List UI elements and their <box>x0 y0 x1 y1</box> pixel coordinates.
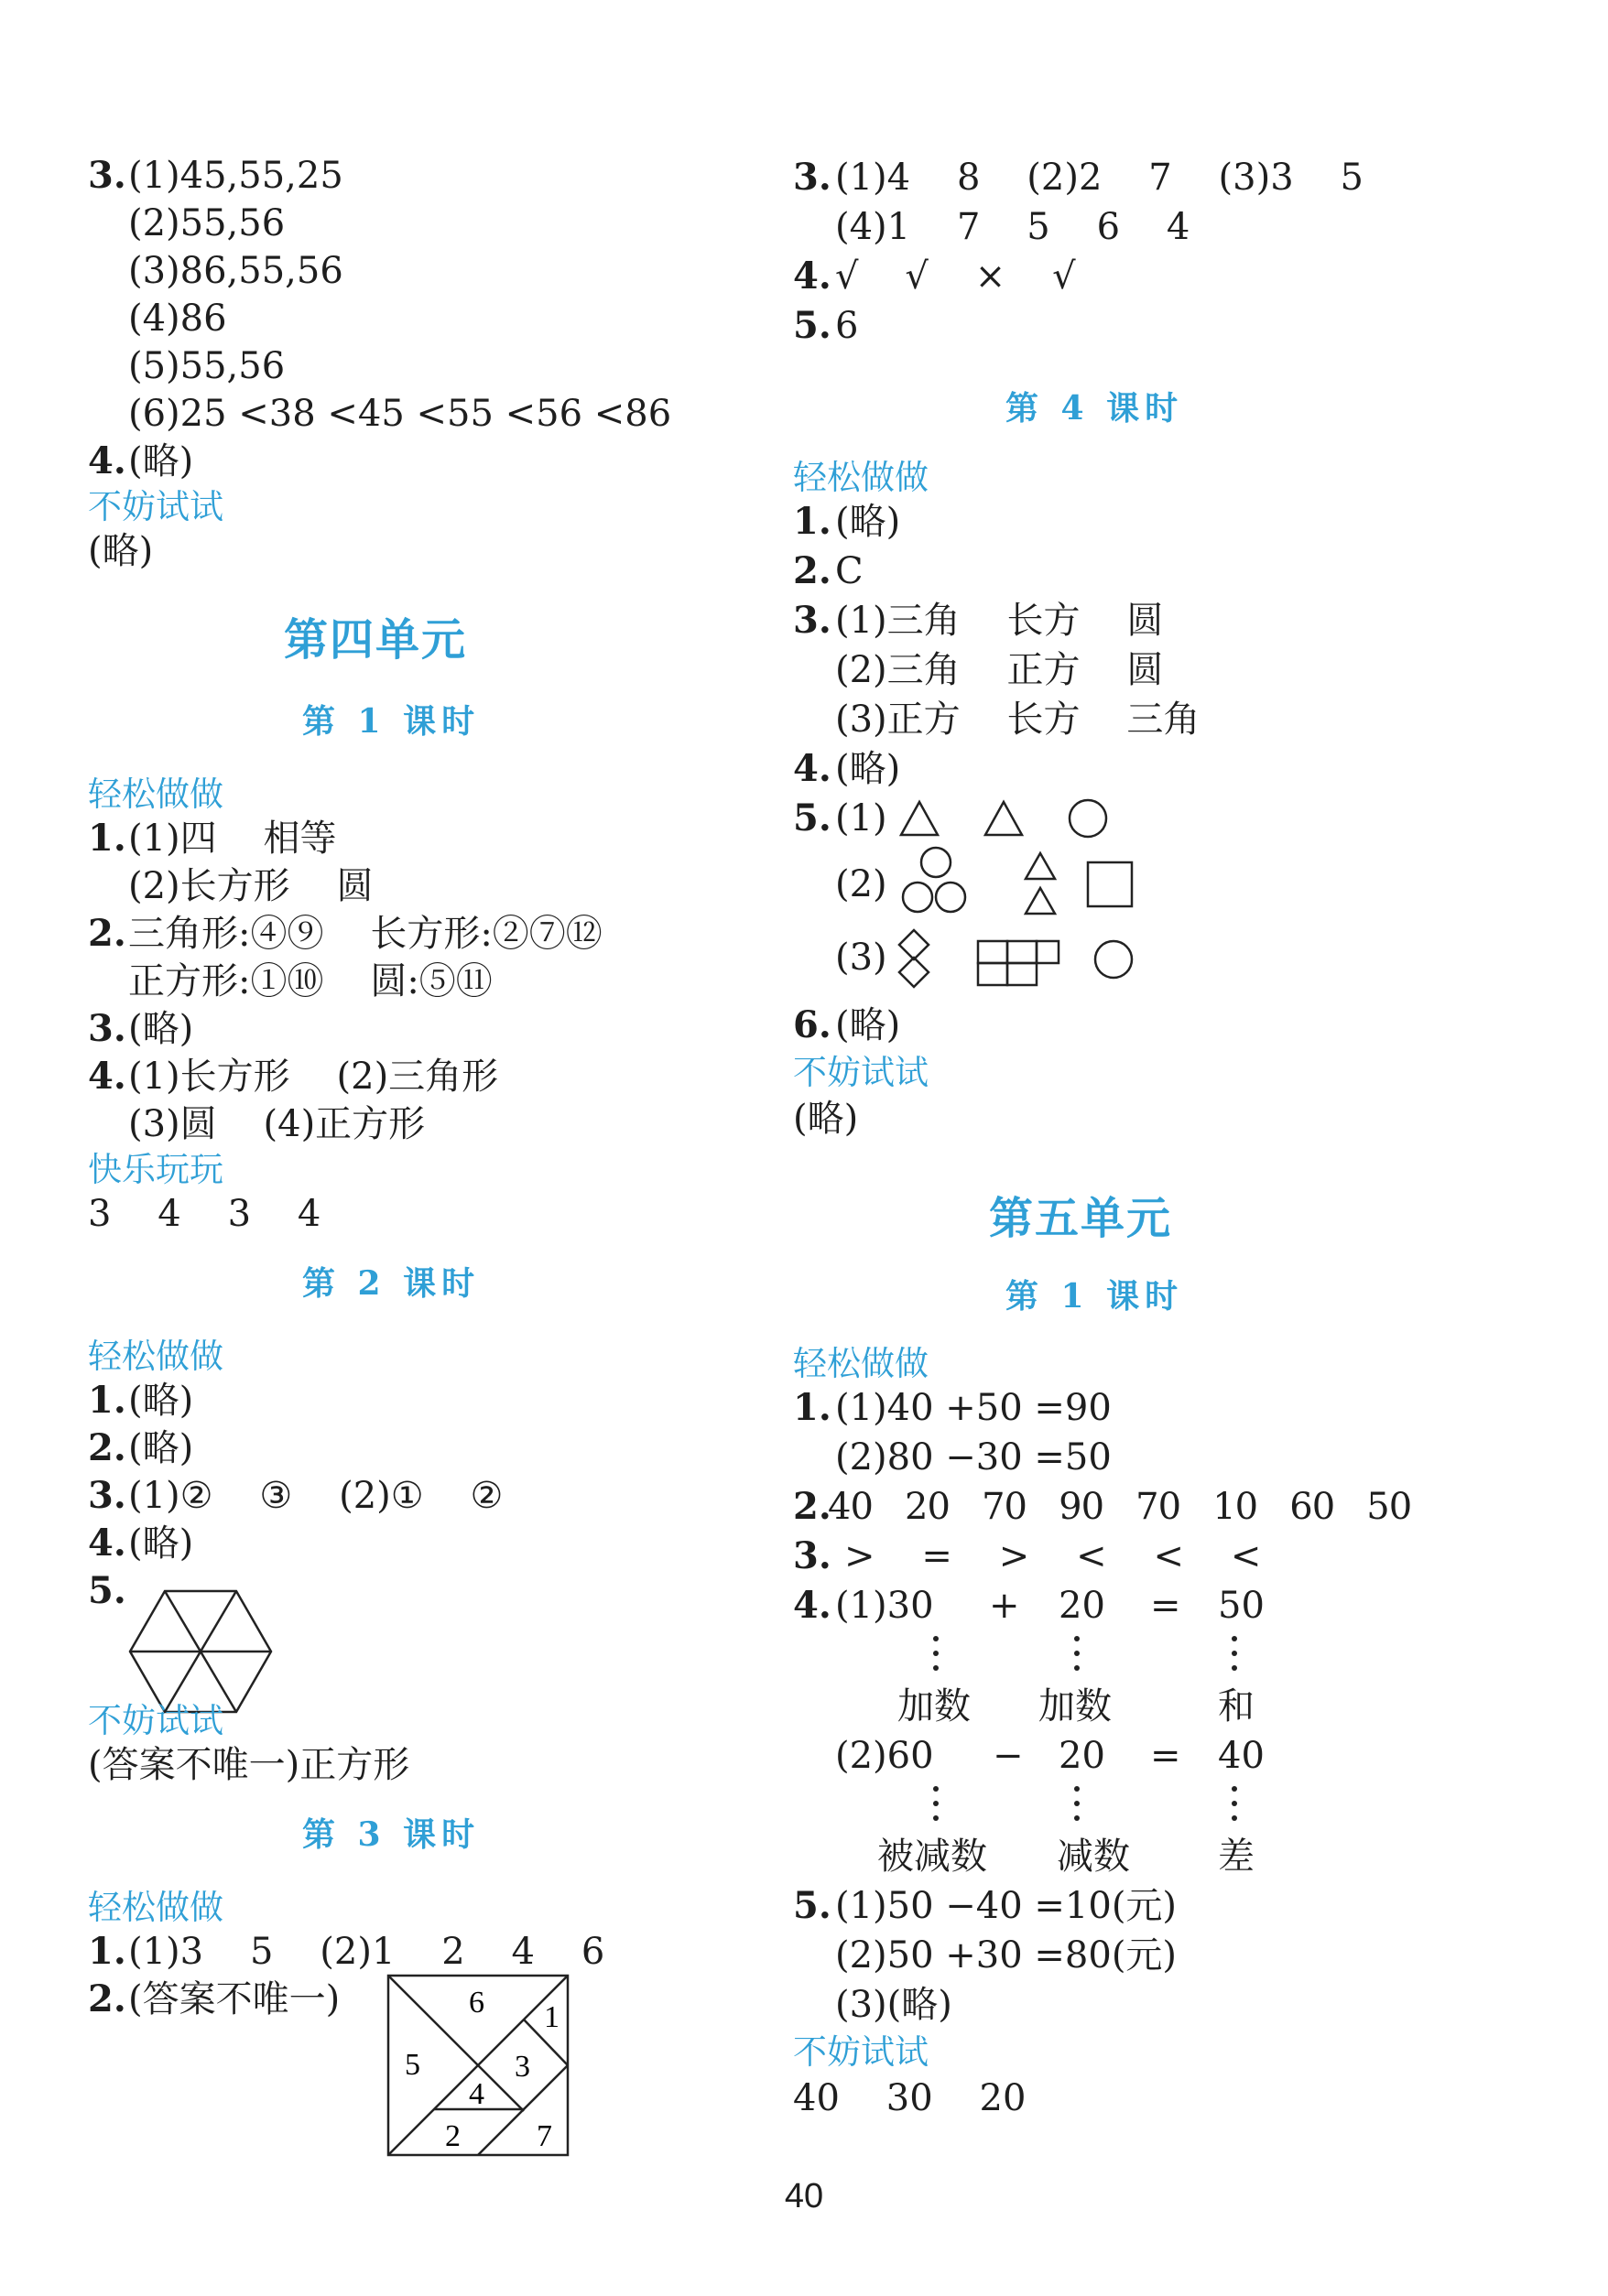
lesson4-try-answer: (略) <box>793 1098 859 1140</box>
lesson2-try-heading: 不妨试试 <box>88 1701 223 1740</box>
u5-q4-name-2b: 减数 <box>1057 1836 1130 1878</box>
l1-q2-number: 2. <box>88 912 126 955</box>
l4-q4-number: 4. <box>793 747 831 790</box>
l4-q1-answer: (略) <box>835 501 901 543</box>
r-q3-a: (1)4 8 (2)2 7 (3)3 5 <box>835 157 1364 199</box>
l2-q3-answer: (1)② ③ (2)① ② <box>128 1475 504 1517</box>
u5-q4-name-1b: 加数 <box>1038 1685 1112 1727</box>
q3-line-3: (3)86,55,56 <box>128 250 343 292</box>
l3-q1-answer: (1)3 5 (2)1 2 4 6 <box>128 1931 605 1973</box>
l4-q2-answer: C <box>835 550 864 592</box>
u5-q3-number: 3. <box>793 1534 831 1577</box>
l1-q1-a: (1)四 相等 <box>128 818 337 860</box>
l4-q3-a: (1)三角 长方 圆 <box>835 600 1164 642</box>
hexagon-diagram <box>128 1587 275 1716</box>
u5-q4-name-1c: 和 <box>1218 1685 1255 1727</box>
q3-line-2: (2)55,56 <box>128 202 286 244</box>
l2-q5-number: 5. <box>88 1569 126 1612</box>
l2-q2-answer: (略) <box>128 1427 194 1469</box>
l1-q2-b: 正方形:①⑩ 圆:⑤⑪ <box>128 960 493 1002</box>
l4-q4-answer: (略) <box>835 748 901 790</box>
u5-q5-c: (3)(略) <box>835 1984 952 2026</box>
l1-q3-number: 3. <box>88 1007 126 1050</box>
unit5-try-answer: 40 30 20 <box>793 2077 1027 2119</box>
tangram-label-3: 3 <box>515 2050 530 2084</box>
r-q3-number: 3. <box>793 156 831 199</box>
u5-q2-number: 2. <box>793 1485 831 1528</box>
unit5-try-heading: 不妨试试 <box>793 2032 929 2072</box>
tangram-diagram <box>386 1974 570 2157</box>
u5-q4-name-2c: 差 <box>1218 1836 1255 1878</box>
q3-line-6: (6)25 <38 <45 <55 <56 <86 <box>128 393 672 435</box>
lesson2-try-answer: (答案不唯一)正方形 <box>88 1744 410 1786</box>
l4-q3-b: (2)三角 正方 圆 <box>835 649 1164 691</box>
u5-q4-r2-c4: 40 <box>1218 1735 1265 1777</box>
lesson4-easy-heading: 轻松做做 <box>793 458 929 497</box>
lesson3-easy-heading: 轻松做做 <box>88 1888 223 1927</box>
u5-q4-name-2a: 被减数 <box>877 1836 987 1878</box>
l1-q4-b: (3)圆 (4)正方形 <box>128 1103 426 1145</box>
r-q5-answer: 6 <box>835 305 859 347</box>
q3-line-5: (5)55,56 <box>128 345 286 387</box>
u5-q3-answer: > = > < < < <box>844 1535 1262 1577</box>
l4-q5-number: 5. <box>793 796 831 839</box>
lesson2-easy-heading: 轻松做做 <box>88 1337 223 1376</box>
dotted-connectors-2 <box>925 1783 1255 1829</box>
q3-line-1: (1)45,55,25 <box>128 155 343 197</box>
l1-q1-number: 1. <box>88 817 126 860</box>
q3-line-4: (4)86 <box>128 298 227 340</box>
unit4-lesson3-title: 第 3 课时 <box>302 1815 481 1854</box>
tangram-label-4: 4 <box>469 2077 484 2111</box>
q4-number: 4. <box>88 439 126 482</box>
u5-q4-r1-c3: = <box>1150 1585 1181 1627</box>
tangram-label-7: 7 <box>537 2119 552 2153</box>
tangram-label-6: 6 <box>469 1986 484 2020</box>
u5-q4-r2-c0: (2)60 <box>835 1735 934 1777</box>
dotted-connectors-1 <box>925 1633 1255 1679</box>
shapes-row-3 <box>897 928 1154 989</box>
l2-q2-number: 2. <box>88 1426 126 1469</box>
l2-q4-number: 4. <box>88 1522 126 1565</box>
l4-q6-answer: (略) <box>835 1004 901 1046</box>
u5-q4-r1-c0: (1)30 <box>835 1585 934 1627</box>
lesson1-easy-heading: 轻松做做 <box>88 774 223 814</box>
u5-q4-name-1a: 加数 <box>897 1685 971 1727</box>
unit5-lesson1-title: 第 1 课时 <box>1005 1277 1184 1316</box>
lesson4-title: 第 4 课时 <box>1005 389 1184 428</box>
l3-q2-number: 2. <box>88 1977 126 2020</box>
tangram-label-5: 5 <box>405 2048 420 2082</box>
lesson4-try-heading: 不妨试试 <box>793 1053 929 1092</box>
l4-q6-number: 6. <box>793 1003 831 1046</box>
u5-q5-b: (2)50 +30 =80(元) <box>835 1934 1178 1977</box>
l1-q1-b: (2)长方形 圆 <box>128 865 374 907</box>
u5-q5-number: 5. <box>793 1884 831 1927</box>
page-number: 40 <box>784 2177 824 2215</box>
r-q4-number: 4. <box>793 255 831 298</box>
unit4-lesson2-title: 第 2 课时 <box>302 1264 481 1303</box>
u5-q4-r2-c2: 20 <box>1059 1735 1105 1777</box>
tangram-label-2: 2 <box>445 2119 461 2153</box>
fun-heading: 快乐玩玩 <box>88 1150 223 1189</box>
unit4-lesson1-title: 第 1 课时 <box>302 702 481 741</box>
l1-q3-answer: (略) <box>128 1008 194 1050</box>
l4-q5-part2: (2) <box>835 863 887 905</box>
l4-q5-part3: (3) <box>835 937 887 979</box>
u5-q4-r1-c2: 20 <box>1059 1585 1105 1627</box>
u5-q5-a: (1)50 −40 =10(元) <box>835 1885 1178 1927</box>
u5-q1-a: (1)40 +50 =90 <box>835 1387 1112 1429</box>
l3-q2-answer: (答案不唯一) <box>128 1978 341 2020</box>
l2-q4-answer: (略) <box>128 1522 194 1565</box>
u5-q4-r2-c1: − <box>993 1735 1024 1777</box>
try-answer: (略) <box>88 530 154 572</box>
l2-q1-number: 1. <box>88 1379 126 1422</box>
l4-q1-number: 1. <box>793 500 831 543</box>
unit5-title: 第五单元 <box>989 1193 1173 1244</box>
r-q5-number: 5. <box>793 304 831 347</box>
fun-answer: 3 4 3 4 <box>88 1193 321 1235</box>
q4-answer: (略) <box>128 440 194 482</box>
l3-q1-number: 1. <box>88 1930 126 1973</box>
l2-q3-number: 3. <box>88 1474 126 1517</box>
u5-q4-r2-c3: = <box>1150 1735 1181 1777</box>
u5-q4-r1-c4: 50 <box>1218 1585 1265 1627</box>
l4-q3-number: 3. <box>793 599 831 642</box>
shapes-row-1 <box>897 798 1117 840</box>
u5-q1-b: (2)80 −30 =50 <box>835 1436 1112 1478</box>
q3-number: 3. <box>88 154 126 197</box>
l1-q2-a: 三角形:④⑨ 长方形:②⑦⑫ <box>128 913 603 955</box>
tangram-label-1: 1 <box>544 2000 560 2034</box>
u5-q4-r1-c1: + <box>989 1585 1020 1627</box>
l1-q4-a: (1)长方形 (2)三角形 <box>128 1056 499 1098</box>
l4-q5-part1: (1) <box>835 797 887 839</box>
l4-q3-c: (3)正方 长方 三角 <box>835 699 1201 741</box>
r-q4-answer: √ √ × √ <box>835 255 1076 298</box>
l1-q4-number: 4. <box>88 1055 126 1098</box>
unit4-title: 第四单元 <box>284 614 468 666</box>
u5-q2-answer: 40 20 70 90 70 10 60 50 <box>828 1486 1412 1528</box>
u5-q1-number: 1. <box>793 1386 831 1429</box>
try-heading: 不妨试试 <box>88 487 223 526</box>
l2-q1-answer: (略) <box>128 1380 194 1422</box>
r-q3-b: (4)1 7 5 6 4 <box>835 206 1190 248</box>
unit5-easy-heading: 轻松做做 <box>793 1344 929 1383</box>
l4-q2-number: 2. <box>793 549 831 592</box>
shapes-row-2 <box>897 846 1135 923</box>
u5-q4-number: 4. <box>793 1584 831 1627</box>
